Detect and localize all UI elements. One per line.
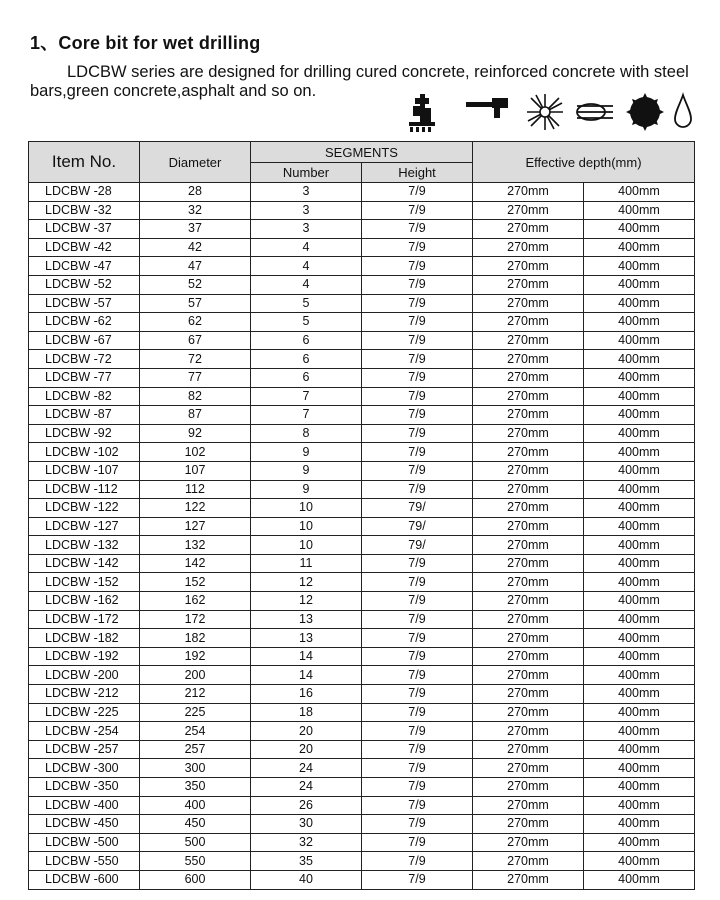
cell-item-no: LDCBW -200 [29, 666, 140, 685]
cell-diameter: 142 [140, 554, 251, 573]
table-row [29, 796, 695, 815]
cell-segment-number: 4 [251, 257, 362, 276]
cell-depth-270: 270mm [473, 443, 584, 462]
header-effective-depth: Effective depth(mm) [473, 142, 695, 183]
cell-item-no: LDCBW -550 [29, 852, 140, 871]
header-segments: SEGMENTS [251, 142, 473, 163]
cell-depth-400: 400mm [584, 759, 695, 778]
table-row [29, 238, 695, 257]
cell-item-no: LDCBW -254 [29, 722, 140, 741]
cell-segment-height: 7/9 [362, 368, 473, 387]
cell-depth-400: 400mm [584, 406, 695, 425]
cell-depth-270: 270mm [473, 647, 584, 666]
table-row [29, 461, 695, 480]
cell-segment-number: 9 [251, 443, 362, 462]
cell-diameter: 102 [140, 443, 251, 462]
cell-diameter: 122 [140, 499, 251, 518]
cell-depth-400: 400mm [584, 220, 695, 239]
cell-depth-400: 400mm [584, 331, 695, 350]
cell-depth-270: 270mm [473, 424, 584, 443]
cell-segment-height: 7/9 [362, 220, 473, 239]
cell-item-no: LDCBW -225 [29, 703, 140, 722]
cell-depth-400: 400mm [584, 536, 695, 555]
cell-diameter: 32 [140, 201, 251, 220]
cell-diameter: 192 [140, 647, 251, 666]
cell-depth-400: 400mm [584, 350, 695, 369]
cell-segment-height: 7/9 [362, 722, 473, 741]
cell-segment-number: 13 [251, 629, 362, 648]
cell-segment-number: 10 [251, 517, 362, 536]
cell-segment-number: 12 [251, 592, 362, 611]
cell-diameter: 200 [140, 666, 251, 685]
cell-segment-number: 3 [251, 220, 362, 239]
cell-depth-270: 270mm [473, 517, 584, 536]
cell-item-no: LDCBW -28 [29, 183, 140, 202]
table-row [29, 740, 695, 759]
cell-depth-400: 400mm [584, 740, 695, 759]
cell-segment-number: 4 [251, 275, 362, 294]
cell-depth-400: 400mm [584, 461, 695, 480]
cell-depth-270: 270mm [473, 685, 584, 704]
cell-item-no: LDCBW -257 [29, 740, 140, 759]
cell-segment-height: 7/9 [362, 666, 473, 685]
cell-segment-number: 24 [251, 778, 362, 797]
cell-depth-270: 270mm [473, 573, 584, 592]
cell-depth-270: 270mm [473, 610, 584, 629]
table-row [29, 257, 695, 276]
cell-item-no: LDCBW -47 [29, 257, 140, 276]
cell-depth-400: 400mm [584, 517, 695, 536]
cell-depth-270: 270mm [473, 778, 584, 797]
cell-segment-height: 7/9 [362, 870, 473, 889]
cell-item-no: LDCBW -350 [29, 778, 140, 797]
cell-diameter: 42 [140, 238, 251, 257]
cell-depth-270: 270mm [473, 461, 584, 480]
cell-segment-height: 7/9 [362, 443, 473, 462]
water-drop-icon [672, 92, 694, 132]
cell-segment-height: 7/9 [362, 201, 473, 220]
cell-depth-400: 400mm [584, 573, 695, 592]
cell-segment-number: 3 [251, 201, 362, 220]
cell-depth-270: 270mm [473, 275, 584, 294]
cell-depth-270: 270mm [473, 722, 584, 741]
cell-diameter: 82 [140, 387, 251, 406]
spark-impact-icon [525, 92, 565, 132]
cell-depth-270: 270mm [473, 480, 584, 499]
cell-segment-number: 13 [251, 610, 362, 629]
table-row [29, 406, 695, 425]
cell-item-no: LDCBW -62 [29, 313, 140, 332]
cell-diameter: 52 [140, 275, 251, 294]
cell-diameter: 37 [140, 220, 251, 239]
cell-depth-270: 270mm [473, 406, 584, 425]
cell-item-no: LDCBW -52 [29, 275, 140, 294]
cell-item-no: LDCBW -32 [29, 201, 140, 220]
cell-depth-400: 400mm [584, 313, 695, 332]
cell-diameter: 72 [140, 350, 251, 369]
table-row [29, 554, 695, 573]
core-bit-spec-table [28, 141, 695, 890]
cell-depth-400: 400mm [584, 870, 695, 889]
cell-depth-400: 400mm [584, 815, 695, 834]
cell-segment-number: 16 [251, 685, 362, 704]
cell-segment-height: 7/9 [362, 759, 473, 778]
cell-segment-number: 18 [251, 703, 362, 722]
table-row [29, 275, 695, 294]
cell-depth-400: 400mm [584, 778, 695, 797]
cell-item-no: LDCBW -102 [29, 443, 140, 462]
cell-segment-height: 7/9 [362, 275, 473, 294]
cell-item-no: LDCBW -77 [29, 368, 140, 387]
table-row [29, 331, 695, 350]
cell-depth-400: 400mm [584, 424, 695, 443]
cell-depth-270: 270mm [473, 294, 584, 313]
cell-depth-270: 270mm [473, 387, 584, 406]
cell-depth-270: 270mm [473, 313, 584, 332]
table-row [29, 573, 695, 592]
cell-segment-number: 24 [251, 759, 362, 778]
cell-segment-number: 14 [251, 647, 362, 666]
cell-item-no: LDCBW -450 [29, 815, 140, 834]
cell-depth-400: 400mm [584, 685, 695, 704]
table-row [29, 666, 695, 685]
cell-depth-270: 270mm [473, 238, 584, 257]
cell-segment-number: 20 [251, 722, 362, 741]
cell-segment-number: 7 [251, 406, 362, 425]
cell-segment-height: 7/9 [362, 294, 473, 313]
table-row [29, 685, 695, 704]
reinforced-bar-icon [575, 92, 615, 132]
cell-item-no: LDCBW -192 [29, 647, 140, 666]
cell-segment-number: 11 [251, 554, 362, 573]
cell-diameter: 77 [140, 368, 251, 387]
cell-segment-number: 10 [251, 499, 362, 518]
cell-depth-270: 270mm [473, 554, 584, 573]
table-row [29, 350, 695, 369]
cell-depth-400: 400mm [584, 833, 695, 852]
cell-segment-height: 7/9 [362, 387, 473, 406]
table-row [29, 610, 695, 629]
cell-diameter: 254 [140, 722, 251, 741]
cell-depth-270: 270mm [473, 815, 584, 834]
cell-depth-400: 400mm [584, 592, 695, 611]
cell-item-no: LDCBW -122 [29, 499, 140, 518]
cell-segment-height: 79/ [362, 536, 473, 555]
cell-item-no: LDCBW -300 [29, 759, 140, 778]
cell-segment-height: 7/9 [362, 647, 473, 666]
cell-depth-270: 270mm [473, 183, 584, 202]
table-row [29, 815, 695, 834]
cell-item-no: LDCBW -37 [29, 220, 140, 239]
cell-item-no: LDCBW -152 [29, 573, 140, 592]
cell-segment-number: 12 [251, 573, 362, 592]
cell-diameter: 550 [140, 852, 251, 871]
cell-item-no: LDCBW -600 [29, 870, 140, 889]
table-row [29, 647, 695, 666]
cell-segment-height: 7/9 [362, 554, 473, 573]
cell-diameter: 152 [140, 573, 251, 592]
cell-depth-400: 400mm [584, 443, 695, 462]
cell-depth-270: 270mm [473, 201, 584, 220]
cell-depth-400: 400mm [584, 852, 695, 871]
table-row [29, 424, 695, 443]
application-icons [407, 92, 697, 136]
cell-diameter: 57 [140, 294, 251, 313]
cell-depth-400: 400mm [584, 201, 695, 220]
cell-item-no: LDCBW -500 [29, 833, 140, 852]
cell-segment-height: 7/9 [362, 257, 473, 276]
cell-segment-number: 6 [251, 350, 362, 369]
cell-segment-number: 5 [251, 294, 362, 313]
cell-depth-270: 270mm [473, 592, 584, 611]
table-row [29, 703, 695, 722]
cell-depth-400: 400mm [584, 554, 695, 573]
cell-item-no: LDCBW -82 [29, 387, 140, 406]
cell-segment-number: 5 [251, 313, 362, 332]
cell-diameter: 257 [140, 740, 251, 759]
cell-item-no: LDCBW -67 [29, 331, 140, 350]
cell-depth-270: 270mm [473, 759, 584, 778]
table-row [29, 183, 695, 202]
cell-segment-height: 7/9 [362, 480, 473, 499]
table-row [29, 313, 695, 332]
cell-segment-number: 20 [251, 740, 362, 759]
cell-segment-height: 79/ [362, 499, 473, 518]
cell-diameter: 450 [140, 815, 251, 834]
cell-segment-number: 30 [251, 815, 362, 834]
cell-segment-height: 7/9 [362, 685, 473, 704]
cell-segment-number: 10 [251, 536, 362, 555]
cell-diameter: 212 [140, 685, 251, 704]
cell-segment-height: 7/9 [362, 313, 473, 332]
cell-segment-number: 32 [251, 833, 362, 852]
cell-segment-number: 14 [251, 666, 362, 685]
cell-segment-height: 7/9 [362, 815, 473, 834]
cell-depth-400: 400mm [584, 647, 695, 666]
cell-item-no: LDCBW -142 [29, 554, 140, 573]
cell-segment-height: 7/9 [362, 592, 473, 611]
cell-diameter: 600 [140, 870, 251, 889]
cell-depth-270: 270mm [473, 220, 584, 239]
cell-depth-400: 400mm [584, 610, 695, 629]
cell-depth-270: 270mm [473, 870, 584, 889]
cell-segment-height: 7/9 [362, 461, 473, 480]
table-row [29, 759, 695, 778]
cell-depth-270: 270mm [473, 499, 584, 518]
cell-item-no: LDCBW -42 [29, 238, 140, 257]
table-row [29, 499, 695, 518]
cell-segment-height: 7/9 [362, 610, 473, 629]
cell-segment-height: 7/9 [362, 406, 473, 425]
cell-depth-400: 400mm [584, 368, 695, 387]
cell-depth-400: 400mm [584, 275, 695, 294]
cell-depth-400: 400mm [584, 666, 695, 685]
cell-item-no: LDCBW -132 [29, 536, 140, 555]
cell-depth-270: 270mm [473, 666, 584, 685]
cell-diameter: 162 [140, 592, 251, 611]
cell-segment-height: 7/9 [362, 778, 473, 797]
cell-depth-400: 400mm [584, 294, 695, 313]
cell-diameter: 172 [140, 610, 251, 629]
table-row [29, 852, 695, 871]
cell-diameter: 67 [140, 331, 251, 350]
cell-depth-400: 400mm [584, 499, 695, 518]
header-item-no: Item No. [29, 142, 140, 183]
cell-segment-height: 7/9 [362, 238, 473, 257]
cell-segment-number: 9 [251, 461, 362, 480]
cell-item-no: LDCBW -182 [29, 629, 140, 648]
cell-depth-270: 270mm [473, 740, 584, 759]
cell-segment-number: 3 [251, 183, 362, 202]
cell-item-no: LDCBW -172 [29, 610, 140, 629]
table-row [29, 870, 695, 889]
cell-diameter: 112 [140, 480, 251, 499]
cell-item-no: LDCBW -212 [29, 685, 140, 704]
cell-segment-number: 6 [251, 368, 362, 387]
table-row [29, 833, 695, 852]
cell-diameter: 500 [140, 833, 251, 852]
cell-depth-270: 270mm [473, 368, 584, 387]
cell-segment-height: 7/9 [362, 740, 473, 759]
cell-depth-400: 400mm [584, 480, 695, 499]
cell-depth-270: 270mm [473, 703, 584, 722]
cell-segment-height: 79/ [362, 517, 473, 536]
cell-segment-number: 8 [251, 424, 362, 443]
table-row [29, 443, 695, 462]
cell-diameter: 92 [140, 424, 251, 443]
cell-diameter: 225 [140, 703, 251, 722]
cell-diameter: 107 [140, 461, 251, 480]
cell-depth-400: 400mm [584, 703, 695, 722]
header-diameter: Diameter [140, 142, 251, 183]
cell-segment-number: 9 [251, 480, 362, 499]
hand-drill-icon [464, 92, 512, 132]
cell-depth-270: 270mm [473, 257, 584, 276]
cell-depth-400: 400mm [584, 387, 695, 406]
table-row [29, 778, 695, 797]
table-row [29, 201, 695, 220]
cell-segment-number: 7 [251, 387, 362, 406]
cell-depth-400: 400mm [584, 257, 695, 276]
table-row [29, 368, 695, 387]
cell-segment-height: 7/9 [362, 331, 473, 350]
cell-item-no: LDCBW -162 [29, 592, 140, 611]
cell-depth-270: 270mm [473, 536, 584, 555]
cell-item-no: LDCBW -107 [29, 461, 140, 480]
table-row [29, 722, 695, 741]
cell-segment-height: 7/9 [362, 424, 473, 443]
cell-segment-height: 7/9 [362, 183, 473, 202]
cell-depth-270: 270mm [473, 331, 584, 350]
cell-segment-height: 7/9 [362, 833, 473, 852]
table-row [29, 536, 695, 555]
cell-segment-height: 7/9 [362, 703, 473, 722]
table-row [29, 387, 695, 406]
cell-depth-270: 270mm [473, 629, 584, 648]
cell-segment-height: 7/9 [362, 629, 473, 648]
cell-segment-number: 35 [251, 852, 362, 871]
table-row [29, 480, 695, 499]
table-row [29, 517, 695, 536]
cell-segment-height: 7/9 [362, 852, 473, 871]
cell-diameter: 127 [140, 517, 251, 536]
table-row [29, 592, 695, 611]
table-row [29, 294, 695, 313]
cell-diameter: 350 [140, 778, 251, 797]
cell-depth-270: 270mm [473, 833, 584, 852]
cell-segment-number: 26 [251, 796, 362, 815]
header-segment-height: Height [362, 163, 473, 183]
cell-item-no: LDCBW -57 [29, 294, 140, 313]
cell-segment-height: 7/9 [362, 350, 473, 369]
series-description: LDCBW series are designed for drilling cured concrete, reinforced concrete with steel bars,green concrete,asphalt and so on. [30, 63, 689, 100]
cell-depth-270: 270mm [473, 852, 584, 871]
cell-segment-number: 4 [251, 238, 362, 257]
saw-blade-icon [625, 92, 665, 132]
cell-segment-number: 40 [251, 870, 362, 889]
drill-rig-icon [407, 92, 437, 132]
table-row [29, 629, 695, 648]
cell-depth-400: 400mm [584, 796, 695, 815]
cell-diameter: 400 [140, 796, 251, 815]
cell-diameter: 182 [140, 629, 251, 648]
cell-depth-270: 270mm [473, 350, 584, 369]
page-title: 1、Core bit for wet drilling [30, 33, 261, 53]
cell-diameter: 62 [140, 313, 251, 332]
cell-segment-number: 6 [251, 331, 362, 350]
cell-diameter: 28 [140, 183, 251, 202]
cell-item-no: LDCBW -400 [29, 796, 140, 815]
cell-item-no: LDCBW -87 [29, 406, 140, 425]
cell-depth-270: 270mm [473, 796, 584, 815]
cell-item-no: LDCBW -127 [29, 517, 140, 536]
cell-depth-400: 400mm [584, 238, 695, 257]
cell-diameter: 132 [140, 536, 251, 555]
cell-item-no: LDCBW -92 [29, 424, 140, 443]
table-row [29, 220, 695, 239]
cell-item-no: LDCBW -112 [29, 480, 140, 499]
cell-depth-400: 400mm [584, 722, 695, 741]
cell-segment-height: 7/9 [362, 573, 473, 592]
cell-diameter: 47 [140, 257, 251, 276]
cell-item-no: LDCBW -72 [29, 350, 140, 369]
header-segment-number: Number [251, 163, 362, 183]
cell-depth-400: 400mm [584, 629, 695, 648]
cell-diameter: 87 [140, 406, 251, 425]
cell-depth-400: 400mm [584, 183, 695, 202]
cell-diameter: 300 [140, 759, 251, 778]
cell-segment-height: 7/9 [362, 796, 473, 815]
